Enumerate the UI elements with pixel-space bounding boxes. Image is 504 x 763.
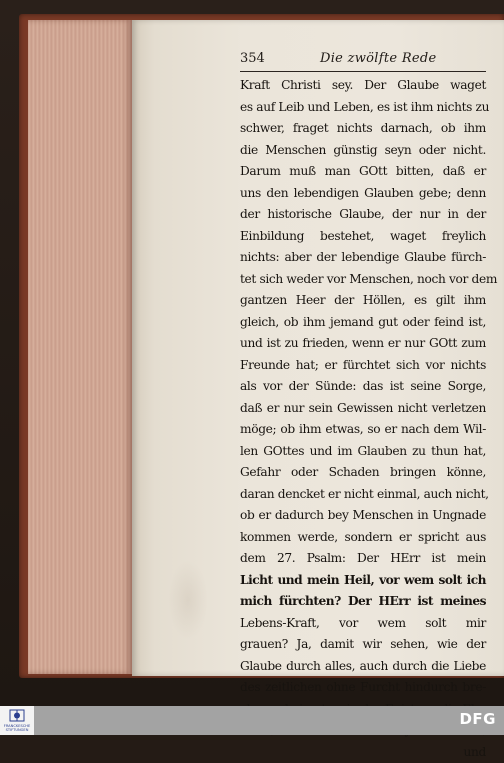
text-line: der historische Glaube, der nur in der [240,204,486,226]
text-line: daran dencket er nicht einmal, auch nicht, [240,484,486,506]
header-rule [240,71,486,72]
text-line: len GOttes und im Glauben zu thun hat, [240,441,486,463]
text-line: und ist zu frieden, wenn er nur GOtt zum [240,333,486,355]
running-head: Die zwölfte Rede [320,51,437,66]
text-line: daß er nur sein Gewissen nicht verletzen [240,398,486,420]
text-line: mich fürchten? Der HErr ist meines [240,591,486,613]
text-line: die Menschen günstig seyn oder nicht. [240,140,486,162]
text-line: Kraft Christi sey. Der Glaube waget [240,75,486,97]
page-text [240,75,486,763]
text-line: Licht und mein Heil, vor wem solt ich [240,570,486,592]
text-line: tet sich weder vor Menschen, noch vor dem [240,269,486,291]
text-line: Freunde hat; er fürchtet sich vor nichts [240,355,486,377]
text-line: Lebens-Kraft, vor wem solt mir [240,613,486,635]
text-line: ob er dadurch bey Menschen in Ungnade [240,505,486,527]
show-through-stain [168,560,208,640]
page-header [240,51,486,71]
crest-icon [9,709,25,722]
dfg-logo[interactable]: DFG [459,710,496,728]
text-line: kommen werde, sondern er spricht aus [240,527,486,549]
text-line: Einbildung bestehet, waget freylich [240,226,486,248]
text-line: des zeitlichen ohne Furcht hindurch bre- [240,677,486,699]
logo-label: FRANCKESCHE STIFTUNGEN [1,724,33,732]
text-line: als vor der Sünde: das ist seine Sorge, [240,376,486,398]
text-line: Glaube durch alles, auch durch die Liebe [240,656,486,678]
text-line: möge; ob ihm etwas, so er nach dem Wil- [240,419,486,441]
text-line: gleich, ob ihm jemand gut oder feind ist, [240,312,486,334]
page-number: 354 [240,51,265,66]
library-logo[interactable] [0,706,34,735]
text-line: dem 27. Psalm: Der HErr ist mein [240,548,486,570]
text-line: grauen? Ja, damit wir sehen, wie der [240,634,486,656]
text-line: Gefahr oder Schaden bringen könne, [240,462,486,484]
text-line: schwer, fraget nichts darnach, ob ihm [240,118,486,140]
text-line: uns den lebendigen Glauben gebe; denn [240,183,486,205]
text-line: nichts: aber der lebendige Glaube fürch- [240,247,486,269]
text-line: gantzen Heer der Höllen, es gilt ihm [240,290,486,312]
page-edges [28,20,132,674]
catchword: und [240,742,486,763]
text-line: Darum muß man GOtt bitten, daß er [240,161,486,183]
viewer-footer-bar [0,706,504,735]
text-line: es auf Leib und Leben, es ist ihm nichts zu [240,97,486,119]
